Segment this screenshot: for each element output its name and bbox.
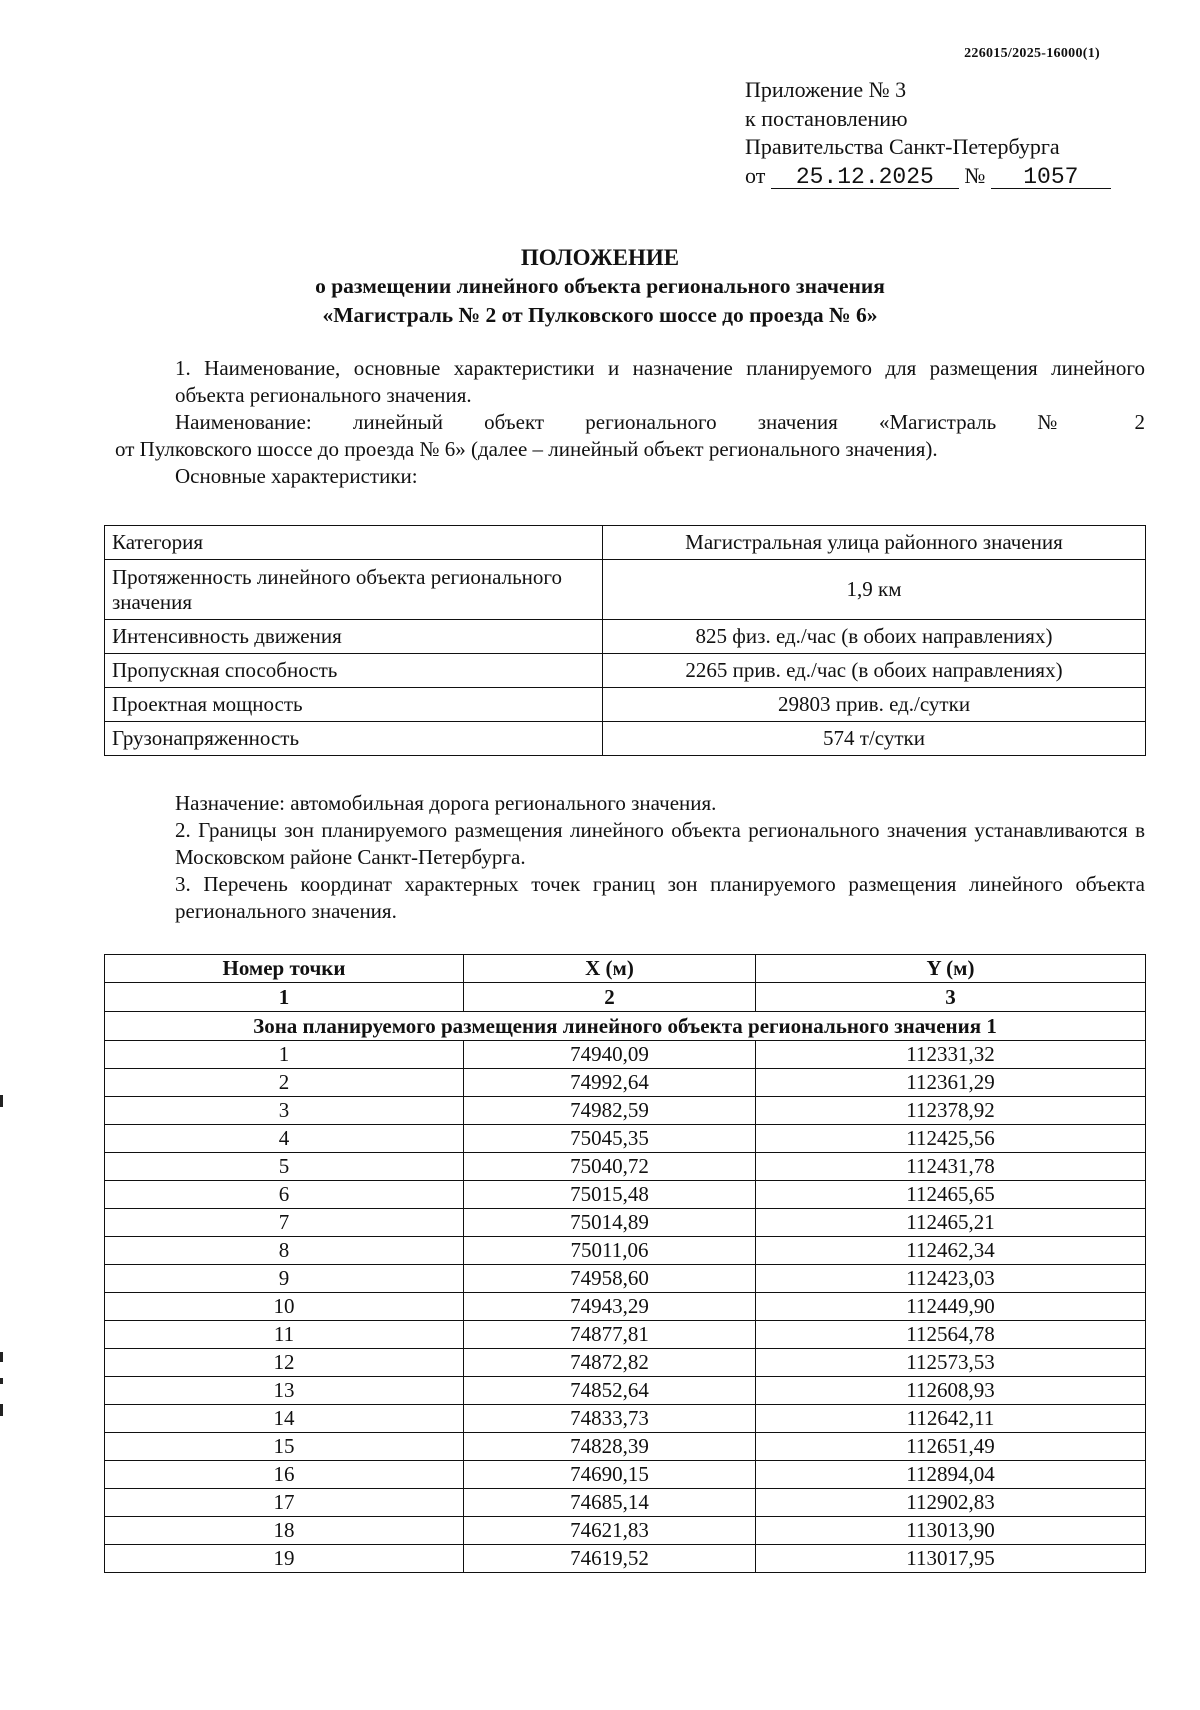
appendix-block bbox=[745, 76, 1111, 190]
table-row bbox=[105, 1097, 1146, 1125]
point-number-cell: 6 bbox=[105, 1181, 464, 1209]
paragraph-text: от Пулковского шоссе до проезда № 6» (далее – линейный объект регионального значения). bbox=[115, 437, 938, 461]
resolution-number: 1057 bbox=[991, 166, 1111, 189]
x-coordinate-cell: 74690,15 bbox=[464, 1461, 756, 1489]
table-header-row bbox=[105, 955, 1146, 983]
characteristic-label: Протяженность линейного объекта регионального значения bbox=[105, 560, 603, 620]
y-coordinate-cell: 112423,03 bbox=[756, 1265, 1146, 1293]
characteristic-label: Проектная мощность bbox=[105, 688, 603, 722]
y-coordinate-cell: 113013,90 bbox=[756, 1517, 1146, 1545]
resolution-date: 25.12.2025 bbox=[771, 166, 959, 189]
paragraph-3 bbox=[115, 463, 1145, 490]
characteristics-row bbox=[105, 620, 1146, 654]
x-coordinate-cell: 75011,06 bbox=[464, 1237, 756, 1265]
point-number-cell: 17 bbox=[105, 1489, 464, 1517]
x-coordinate-cell: 74958,60 bbox=[464, 1265, 756, 1293]
point-number-cell: 16 bbox=[105, 1461, 464, 1489]
x-coordinate-cell: 75045,35 bbox=[464, 1125, 756, 1153]
appendix-line: к постановлению bbox=[745, 105, 908, 131]
paragraph-text: Наименование: линейный объект регионального значения «Магистраль № 2 bbox=[175, 410, 1145, 434]
point-number-cell: 2 bbox=[105, 1069, 464, 1097]
table-row bbox=[105, 1489, 1146, 1517]
table-row bbox=[105, 1265, 1146, 1293]
paragraph-text: 2. Границы зон планируемого размещения линейного объекта регионального значения устанавливаются в Московском районе Санкт-Петербурга. bbox=[175, 818, 1145, 869]
point-number-cell: 5 bbox=[105, 1153, 464, 1181]
y-coordinate-cell: 112651,49 bbox=[756, 1433, 1146, 1461]
y-coordinate-cell: 112449,90 bbox=[756, 1293, 1146, 1321]
x-coordinate-cell: 75015,48 bbox=[464, 1181, 756, 1209]
point-number-cell: 19 bbox=[105, 1545, 464, 1573]
table-row bbox=[105, 1433, 1146, 1461]
y-coordinate-cell: 112465,21 bbox=[756, 1209, 1146, 1237]
y-coordinate-cell: 112608,93 bbox=[756, 1377, 1146, 1405]
point-number-cell: 9 bbox=[105, 1265, 464, 1293]
point-number-cell: 3 bbox=[105, 1097, 464, 1125]
appendix-line: Приложение № 3 bbox=[745, 77, 907, 102]
y-coordinate-cell: 112425,56 bbox=[756, 1125, 1146, 1153]
from-label: от bbox=[745, 162, 766, 188]
point-number-cell: 8 bbox=[105, 1237, 464, 1265]
document-registration-number: 226015/2025-16000(1) bbox=[964, 46, 1100, 61]
x-coordinate-cell: 74828,39 bbox=[464, 1433, 756, 1461]
characteristic-value: 1,9 км bbox=[603, 560, 1146, 620]
scan-edge-mark bbox=[0, 1378, 3, 1384]
x-coordinate-cell: 74982,59 bbox=[464, 1097, 756, 1125]
y-coordinate-cell: 112573,53 bbox=[756, 1349, 1146, 1377]
column-header-point: Номер точки bbox=[105, 955, 464, 983]
table-row bbox=[105, 1041, 1146, 1069]
point-number-cell: 15 bbox=[105, 1433, 464, 1461]
x-coordinate-cell: 75014,89 bbox=[464, 1209, 756, 1237]
table-row bbox=[105, 1517, 1146, 1545]
characteristic-value: 825 физ. ед./час (в обоих направлениях) bbox=[603, 620, 1146, 654]
characteristic-value: 29803 прив. ед./сутки bbox=[603, 688, 1146, 722]
paragraph-5 bbox=[115, 817, 1145, 871]
point-number-cell: 4 bbox=[105, 1125, 464, 1153]
point-number-cell: 11 bbox=[105, 1321, 464, 1349]
y-coordinate-cell: 112642,11 bbox=[756, 1405, 1146, 1433]
paragraph-text: 1. Наименование, основные характеристики и назначение планируемого для размещения линейного объекта регионального значения. bbox=[175, 356, 1145, 407]
table-row bbox=[105, 1181, 1146, 1209]
index-cell: 2 bbox=[464, 983, 756, 1012]
point-number-cell: 7 bbox=[105, 1209, 464, 1237]
paragraph-4 bbox=[115, 790, 1145, 817]
point-number-cell: 10 bbox=[105, 1293, 464, 1321]
x-coordinate-cell: 74852,64 bbox=[464, 1377, 756, 1405]
table-row bbox=[105, 1461, 1146, 1489]
appendix-date-line bbox=[745, 162, 1111, 191]
y-coordinate-cell: 113017,95 bbox=[756, 1545, 1146, 1573]
x-coordinate-cell: 74621,83 bbox=[464, 1517, 756, 1545]
x-coordinate-cell: 74943,29 bbox=[464, 1293, 756, 1321]
title-main: ПОЛОЖЕНИЕ bbox=[520, 245, 680, 270]
table-row bbox=[105, 1153, 1146, 1181]
paragraph-text: Назначение: автомобильная дорога регионального значения. bbox=[175, 791, 717, 815]
table-row bbox=[105, 1405, 1146, 1433]
table-row bbox=[105, 1321, 1146, 1349]
table-row bbox=[105, 1125, 1146, 1153]
x-coordinate-cell: 74940,09 bbox=[464, 1041, 756, 1069]
paragraph-text: Основные характеристики: bbox=[175, 464, 418, 488]
appendix-line: Правительства Санкт-Петербурга bbox=[745, 134, 1060, 159]
coordinates-table bbox=[104, 954, 1146, 1573]
document-title bbox=[60, 243, 1140, 330]
table-row bbox=[105, 1377, 1146, 1405]
x-coordinate-cell: 74833,73 bbox=[464, 1405, 756, 1433]
characteristics-row bbox=[105, 688, 1146, 722]
table-row bbox=[105, 1545, 1146, 1573]
point-number-cell: 12 bbox=[105, 1349, 464, 1377]
title-subline: о размещении линейного объекта регионального значения bbox=[315, 274, 885, 298]
x-coordinate-cell: 74619,52 bbox=[464, 1545, 756, 1573]
index-cell: 1 bbox=[105, 983, 464, 1012]
y-coordinate-cell: 112462,34 bbox=[756, 1237, 1146, 1265]
table-row bbox=[105, 1069, 1146, 1097]
characteristic-label: Категория bbox=[105, 526, 603, 560]
scan-edge-mark bbox=[0, 1095, 3, 1107]
column-header-y: Y (м) bbox=[756, 955, 1146, 983]
scan-edge-mark bbox=[0, 1352, 3, 1362]
paragraph-1 bbox=[115, 355, 1145, 409]
table-row bbox=[105, 1209, 1146, 1237]
characteristics-row bbox=[105, 654, 1146, 688]
y-coordinate-cell: 112564,78 bbox=[756, 1321, 1146, 1349]
paragraph-6 bbox=[115, 871, 1145, 925]
x-coordinate-cell: 75040,72 bbox=[464, 1153, 756, 1181]
characteristic-label: Пропускная способность bbox=[105, 654, 603, 688]
title-subline: «Магистраль № 2 от Пулковского шоссе до проезда № 6» bbox=[322, 303, 878, 327]
paragraph-text: 3. Перечень координат характерных точек границ зон планируемого размещения линейного объекта регионального значения. bbox=[175, 872, 1145, 923]
zone-title: Зона планируемого размещения линейного объекта регионального значения 1 bbox=[105, 1012, 1146, 1041]
characteristic-label: Грузонапряженность bbox=[105, 722, 603, 756]
y-coordinate-cell: 112378,92 bbox=[756, 1097, 1146, 1125]
characteristic-value: 2265 прив. ед./час (в обоих направлениях) bbox=[603, 654, 1146, 688]
y-coordinate-cell: 112361,29 bbox=[756, 1069, 1146, 1097]
scan-edge-mark bbox=[0, 1404, 3, 1416]
y-coordinate-cell: 112894,04 bbox=[756, 1461, 1146, 1489]
characteristics-row bbox=[105, 526, 1146, 560]
x-coordinate-cell: 74877,81 bbox=[464, 1321, 756, 1349]
x-coordinate-cell: 74685,14 bbox=[464, 1489, 756, 1517]
table-row bbox=[105, 1237, 1146, 1265]
x-coordinate-cell: 74992,64 bbox=[464, 1069, 756, 1097]
characteristic-value: Магистральная улица районного значения bbox=[603, 526, 1146, 560]
y-coordinate-cell: 112431,78 bbox=[756, 1153, 1146, 1181]
characteristic-value: 574 т/сутки bbox=[603, 722, 1146, 756]
characteristics-row bbox=[105, 722, 1146, 756]
y-coordinate-cell: 112331,32 bbox=[756, 1041, 1146, 1069]
zone-title-row bbox=[105, 1012, 1146, 1041]
characteristics-row bbox=[105, 560, 1146, 620]
point-number-cell: 1 bbox=[105, 1041, 464, 1069]
number-label: № bbox=[964, 162, 986, 188]
table-row bbox=[105, 1349, 1146, 1377]
paragraph-2 bbox=[115, 409, 1145, 463]
y-coordinate-cell: 112902,83 bbox=[756, 1489, 1146, 1517]
column-header-x: X (м) bbox=[464, 955, 756, 983]
x-coordinate-cell: 74872,82 bbox=[464, 1349, 756, 1377]
table-index-row bbox=[105, 983, 1146, 1012]
point-number-cell: 13 bbox=[105, 1377, 464, 1405]
point-number-cell: 18 bbox=[105, 1517, 464, 1545]
characteristics-table bbox=[104, 525, 1146, 756]
y-coordinate-cell: 112465,65 bbox=[756, 1181, 1146, 1209]
table-row bbox=[105, 1293, 1146, 1321]
characteristic-label: Интенсивность движения bbox=[105, 620, 603, 654]
index-cell: 3 bbox=[756, 983, 1146, 1012]
point-number-cell: 14 bbox=[105, 1405, 464, 1433]
